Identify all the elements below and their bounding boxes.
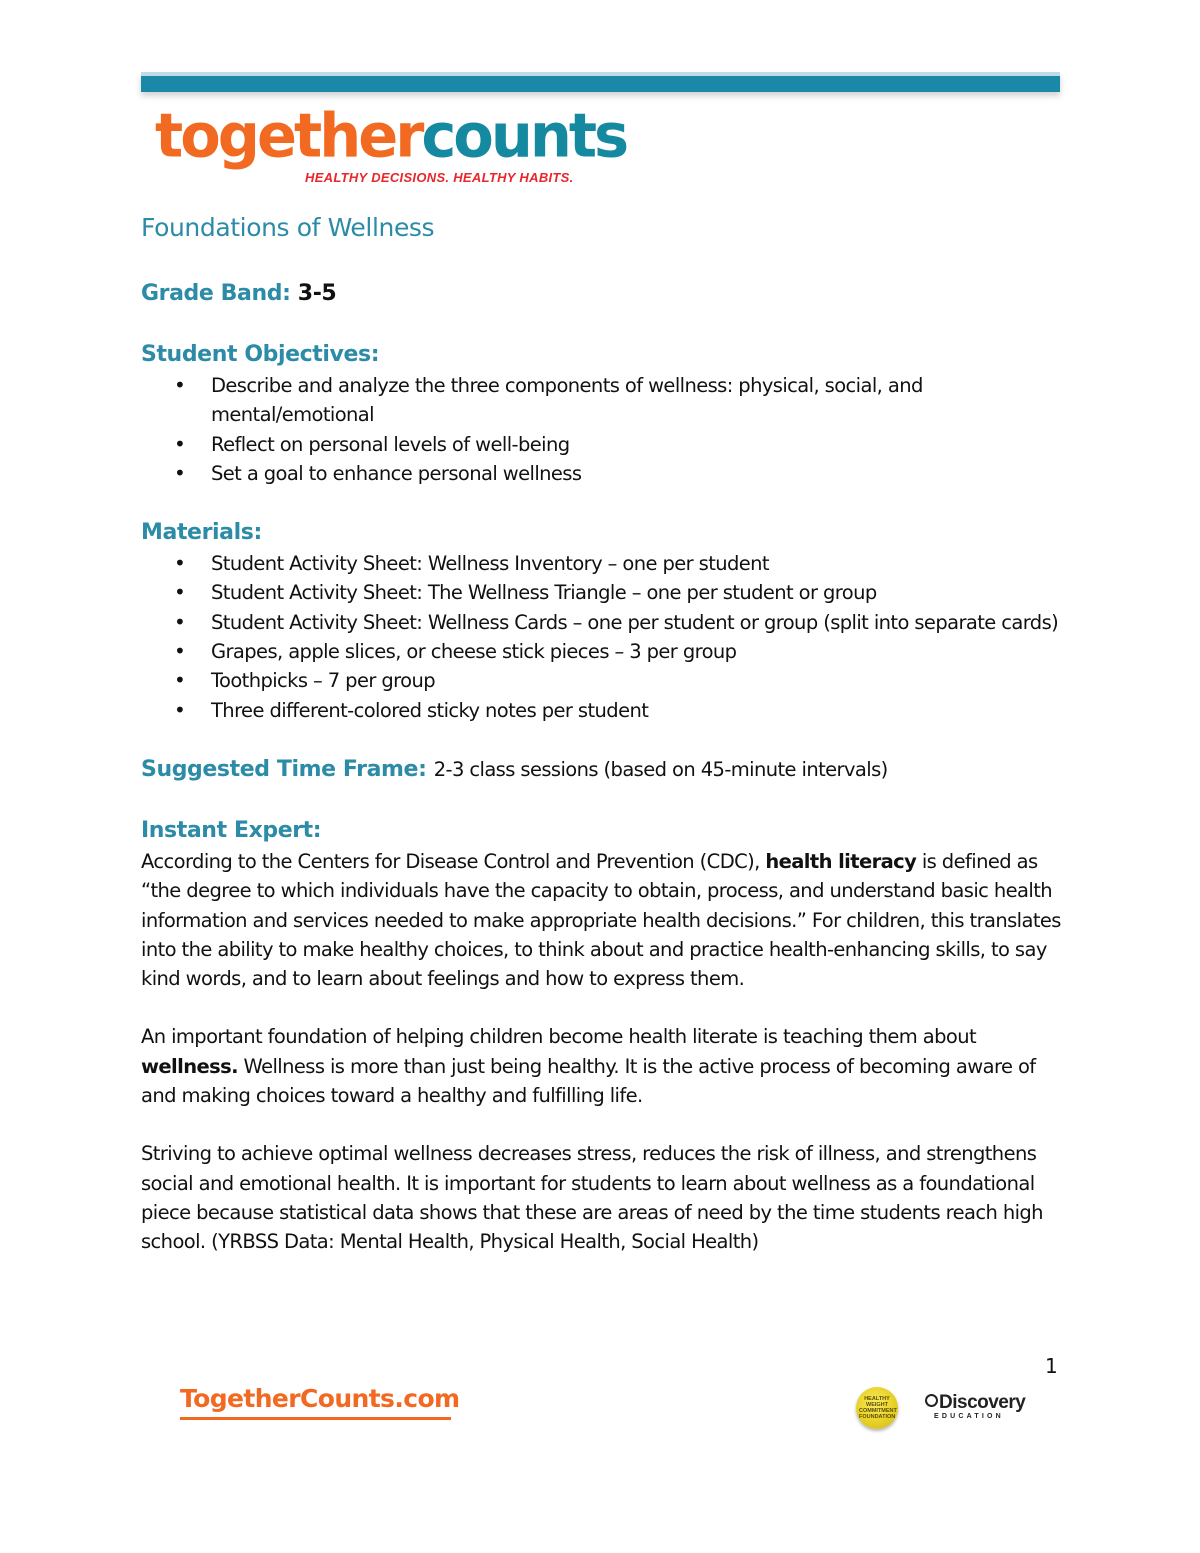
brand-logo (155, 100, 627, 185)
term-health-literacy: health literacy (765, 849, 917, 873)
logo-counts: counts (421, 100, 627, 171)
list-item: • Reflect on personal levels of well-being (141, 430, 1061, 459)
materials-list (141, 549, 1061, 725)
paragraph-text: An important foundation of helping children become health literate is teaching them about (141, 1025, 977, 1049)
partner-main: Discovery (939, 1392, 1026, 1413)
page-title: Foundations of Wellness (141, 213, 435, 242)
list-item: • Set a goal to enhance personal wellness (141, 459, 1061, 488)
logo-wordmark (155, 100, 627, 171)
globe-icon (925, 1394, 938, 1407)
paragraph-striving: Striving to achieve optimal wellness decreases stress, reduces the risk of illness, and strengthens social and emotional health. It is important for students to learn about wellness as a foundational piece because statistical data shows that these are areas of need by the time students reach high school. (YRBSS Data: Mental Health, Physical Health, Social Health) (141, 1142, 1043, 1254)
list-item: • Describe and analyze the three components of wellness: physical, social, and mental/emotional (141, 371, 1061, 430)
list-item: • Three different-colored sticky notes per student (141, 696, 1061, 725)
paragraph-text: Wellness is more than just being healthy. It is the active process of becoming aware of and making choices toward a healthy and fulfilling life. (141, 1054, 1036, 1108)
foundation-badge-icon (856, 1387, 898, 1429)
list-item: • Student Activity Sheet: The Wellness Triangle – one per student or group (141, 578, 1061, 607)
partner-sub: EDUCATION (934, 1413, 1004, 1420)
badge-text: HEALTHY WEIGHT COMMITMENT FOUNDATION (859, 1396, 897, 1420)
footer-site-link[interactable]: TogetherCounts.com (180, 1384, 460, 1413)
header-bar (141, 72, 1060, 92)
objectives-list (141, 371, 1061, 488)
paragraph-text: According to the Centers for Disease Control and Prevention (CDC), (141, 849, 766, 873)
materials-heading: Materials: (141, 520, 262, 546)
instant-expert-heading: Instant Expert: (141, 817, 322, 843)
grade-band-label: Grade Band: (141, 281, 291, 306)
term-wellness: wellness. (141, 1054, 238, 1078)
grade-band (141, 278, 1061, 310)
footer-underline (180, 1417, 451, 1420)
list-item: • Student Activity Sheet: Wellness Cards – one per student or group (split into separate cards) (141, 608, 1061, 637)
grade-band-value: 3-5 (297, 281, 337, 306)
list-item: • Grapes, apple slices, or cheese stick pieces – 3 per group (141, 637, 1061, 666)
time-frame-value: 2-3 class sessions (based on 45-minute intervals) (433, 757, 888, 781)
list-item: • Toothpicks – 7 per group (141, 666, 1061, 695)
discovery-education-logo (925, 1393, 1025, 1421)
paragraph-text: is defined as “the degree to which individuals have the capacity to obtain, process, and understand basic health information and services needed to make appropriate health decisions.” For children, this translates into the ability to make healthy choices, to think about and practice health-enhancing skills, to say kind words, and to learn about feelings and how to express them. (141, 849, 1061, 991)
time-frame-label: Suggested Time Frame: (141, 756, 427, 782)
logo-together: together (155, 100, 422, 171)
paragraph-cdc (141, 847, 1061, 993)
logo-tagline: HEALTHY DECISIONS. HEALTHY HABITS. (305, 170, 574, 185)
list-item: • Student Activity Sheet: Wellness Inventory – one per student (141, 549, 1061, 578)
paragraph-wellness (141, 1022, 1061, 1110)
document-body (141, 208, 1061, 1257)
page-number: 1 (1045, 1354, 1058, 1378)
time-frame (141, 754, 1061, 786)
objectives-heading: Student Objectives: (141, 342, 380, 367)
